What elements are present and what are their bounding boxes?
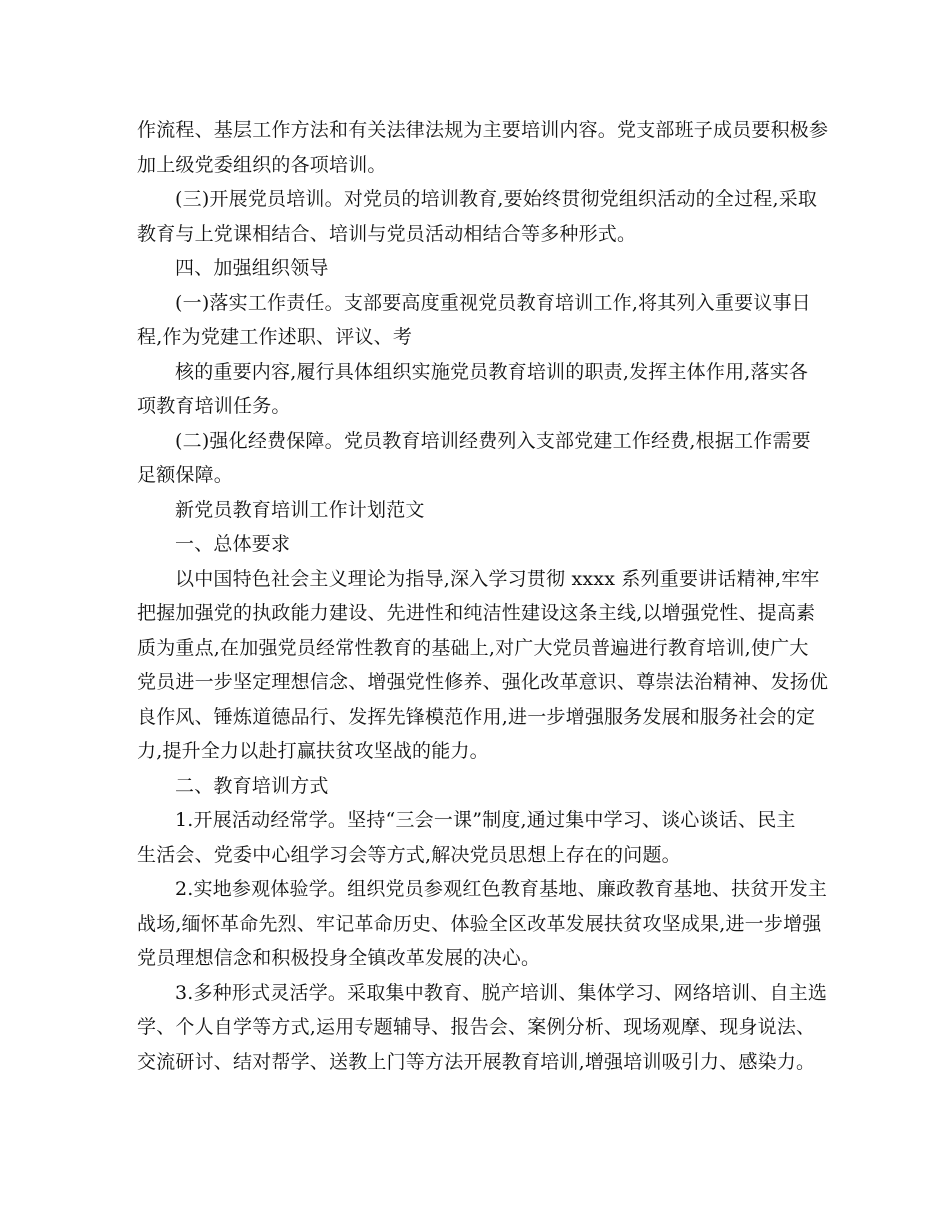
text-line: 质为重点,在加强党员经常性教育的基础上,对广大党员普遍进行教育培训,使广大 bbox=[137, 636, 809, 659]
text-line: 教育与上党课相结合、培训与党员活动相结合等多种形式。 bbox=[137, 222, 637, 245]
text-line: 学、个人自学等方式,运用专题辅导、报告会、案例分析、现场观摩、现身说法、 bbox=[137, 1016, 816, 1038]
text-line: 交流研讨、结对帮学、送教上门等方法开展教育培训,增强培训吸引力、感染力。 bbox=[137, 1050, 816, 1073]
text-line: 党员理想信念和积极投身全镇改革发展的决心。 bbox=[137, 947, 541, 969]
text-line: 以中国特色社会主义理论为指导,深入学习贯彻 xxxx 系列重要讲话精神,牢牢 bbox=[175, 567, 820, 590]
text-line: 战场,缅怀革命先烈、牢记革命历史、体验全区改革发展扶贫攻坚成果,进一步增强 bbox=[137, 912, 822, 935]
text-line: 足额保障。 bbox=[137, 464, 234, 486]
text-line: 把握加强党的执政能力建设、先进性和纯洁性建设这条主线,以增强党性、提高素 bbox=[137, 602, 816, 624]
text-line: 加上级党委组织的各项培训。 bbox=[137, 153, 387, 176]
text-line: 一、总体要求 bbox=[175, 533, 291, 555]
text-line: 四、加强组织领导 bbox=[175, 257, 329, 279]
text-line: 项教育培训任务。 bbox=[137, 395, 291, 417]
text-line: (二)强化经费保障。党员教育培训经费列入支部党建工作经费,根据工作需要 bbox=[175, 429, 811, 452]
text-line: 良作风、锤炼道德品行、发挥先锋模范作用,进一步增强服务发展和服务社会的定 bbox=[137, 705, 816, 728]
text-line: 1.开展活动经常学。坚持“三会一课”制度,通过集中学习、谈心谈话、民主 bbox=[175, 809, 796, 831]
text-line: (一)落实工作责任。支部要高度重视党员教育培训工作,将其列入重要议事日 bbox=[175, 291, 811, 314]
text-line: 作流程、基层工作方法和有关法律法规为主要培训内容。党支部班子成员要积极参 bbox=[137, 119, 829, 141]
text-line: 生活会、党委中心组学习会等方式,解决党员思想上存在的问题。 bbox=[137, 843, 681, 866]
text-line: 新党员教育培训工作计划范文 bbox=[175, 498, 425, 521]
text-line: (三)开展党员培训。对党员的培训教育,要始终贯彻党组织活动的全过程,采取 bbox=[175, 188, 818, 210]
document-body bbox=[137, 113, 829, 1079]
text-line: 力,提升全力以赴打赢扶贫攻坚战的能力。 bbox=[137, 740, 489, 762]
text-line: 3.多种形式灵活学。采取集中教育、脱产培训、集体学习、网络培训、自主选 bbox=[175, 981, 828, 1004]
text-line: 二、教育培训方式 bbox=[175, 774, 329, 797]
text-line: 核的重要内容,履行具体组织实施党员教育培训的职责,发挥主体作用,落实各 bbox=[175, 360, 809, 383]
text-line: 程,作为党建工作述职、评议、考 bbox=[137, 326, 413, 348]
text-line: 2.实地参观体验学。组织党员参观红色教育基地、廉政教育基地、扶贫开发主 bbox=[175, 878, 828, 900]
text-line: 党员进一步坚定理想信念、增强党性修养、强化改革意识、尊崇法治精神、发扬优 bbox=[137, 671, 829, 693]
